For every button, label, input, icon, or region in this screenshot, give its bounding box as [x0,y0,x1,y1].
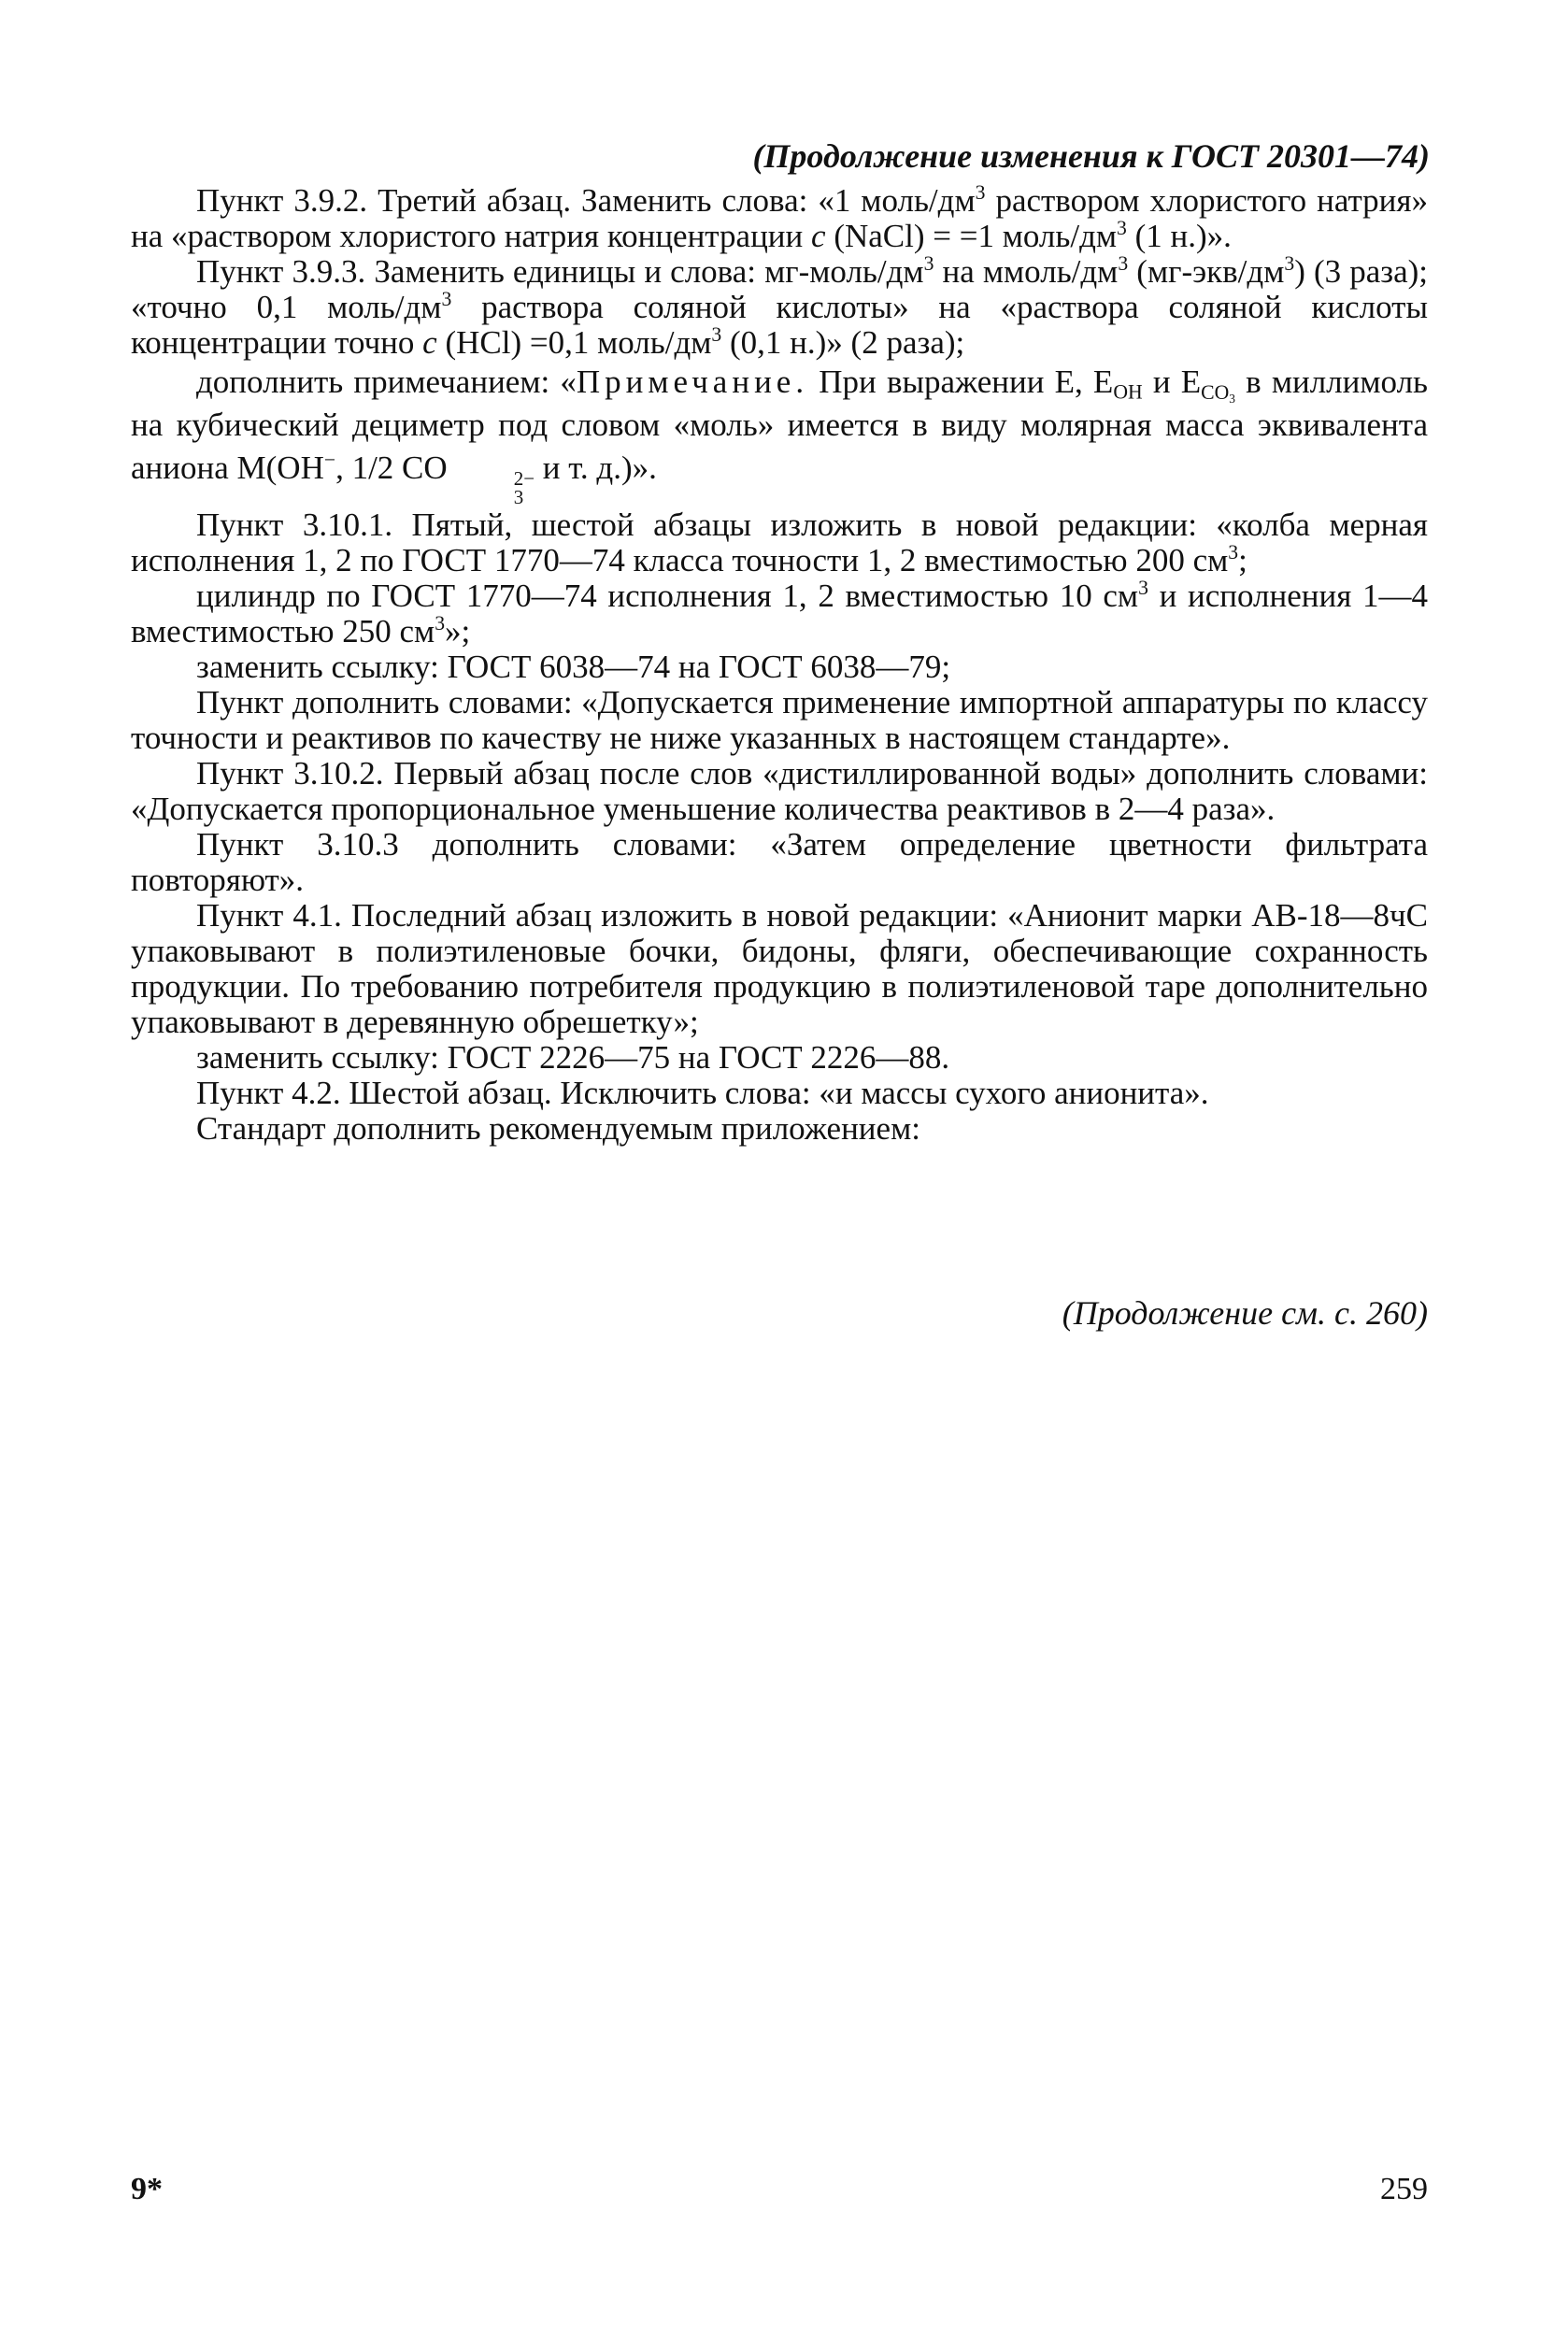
paragraph-3-9-2: Пункт 3.9.2. Третий абзац. Заменить слова: «1 моль/$дм^3$ раствором хлористого натрия» на «раствором хлористого натрия концентрации c (NaCl) = =1 моль/$дм^3$ (1 н.)». [131,180,1428,254]
paragraph-4-1: Пункт 4.1. Последний абзац изложить в новой редакции: «Анионит марки АВ-18—8чС упаковывают в полиэтиленовые бочки, бидоны, фляги, обеспечивающие сохранность продукции. По требованию потребителя продукцию в полиэтиленовой таре дополнительно упаковывают в деревянную обрешетку»; [131,897,1428,1041]
paragraph-cylinder: цилиндр по ГОСТ 1770—74 исполнения 1, 2 вместимостью 10 $см^3$ и исполнения 1—4 вместимостью 250 $см^3$»; [131,577,1428,650]
page-number: 259 [1380,2172,1428,2206]
paragraph-3-10-3: Пункт 3.10.3 дополнить словами: «Затем определение цветности фильтрата повторяют». [131,826,1428,899]
continuation-note: (Продолжение см. с. 260) [1062,1294,1428,1332]
paragraph-3-9-3: Пункт 3.9.3. Заменить единицы и слова: $мг-моль/дм^3$ на ммоль/$дм^3$ $(мг-экв/дм^3)$ (3 раза); «точно 0,1 моль/$дм^3$ раствора соляной кислоты» на «раствора соляной кислоты концентрации точно c (HCl) =0,1 моль/$дм^3$ (0,1 н.)» (2 раза); [131,251,1428,361]
paragraph-note: дополнить примечанием: «Примечание. При выражении E, $E_{OH}$ и $E_{CO_3}$ в миллимоль на кубический дециметр под словом «моль» имеется в виду молярная масса эквивалента аниона M(OH−, 1/2 CO 2− 3 и т. д.)». [131,364,1428,509]
running-header: (Продолжение изменения к ГОСТ 20301—74) [752,137,1430,175]
ion-charge-script: 2− 3 [513,467,535,509]
document-body [131,180,1428,1148]
paragraph-4-2: Пункт 4.2. Шестой абзац. Исключить слова: «и массы сухого анионита». [196,1075,1209,1112]
paragraph-3-10-2: Пункт 3.10.2. Первый абзац после слов «дистиллированной воды» дополнить словами: «Допускается пропорциональное уменьшение количества реактивов в 2—4 раза». [131,755,1428,828]
paragraph-3-10-1: Пункт 3.10.1. Пятый, шестой абзацы изложить в новой редакции: «колба мерная исполнения 1, 2 по ГОСТ 1770—74 класса точности 1, 2 вместимостью 200 $см^3$; [131,507,1428,579]
paragraph-import-equipment: Пункт дополнить словами: «Допускается применение импортной аппаратуры по классу точности и реактивов по качеству не ниже указанных в настоящем стандарте». [131,684,1428,757]
paragraph-appendix: Стандарт дополнить рекомендуемым приложением: [196,1110,920,1148]
signature-mark: 9* [131,2172,163,2206]
paragraph-replace-ref-2226: заменить ссылку: ГОСТ 2226—75 на ГОСТ 2226—88. [196,1039,950,1077]
paragraph-replace-ref-6038: заменить ссылку: ГОСТ 6038—74 на ГОСТ 6038—79; [196,649,951,686]
